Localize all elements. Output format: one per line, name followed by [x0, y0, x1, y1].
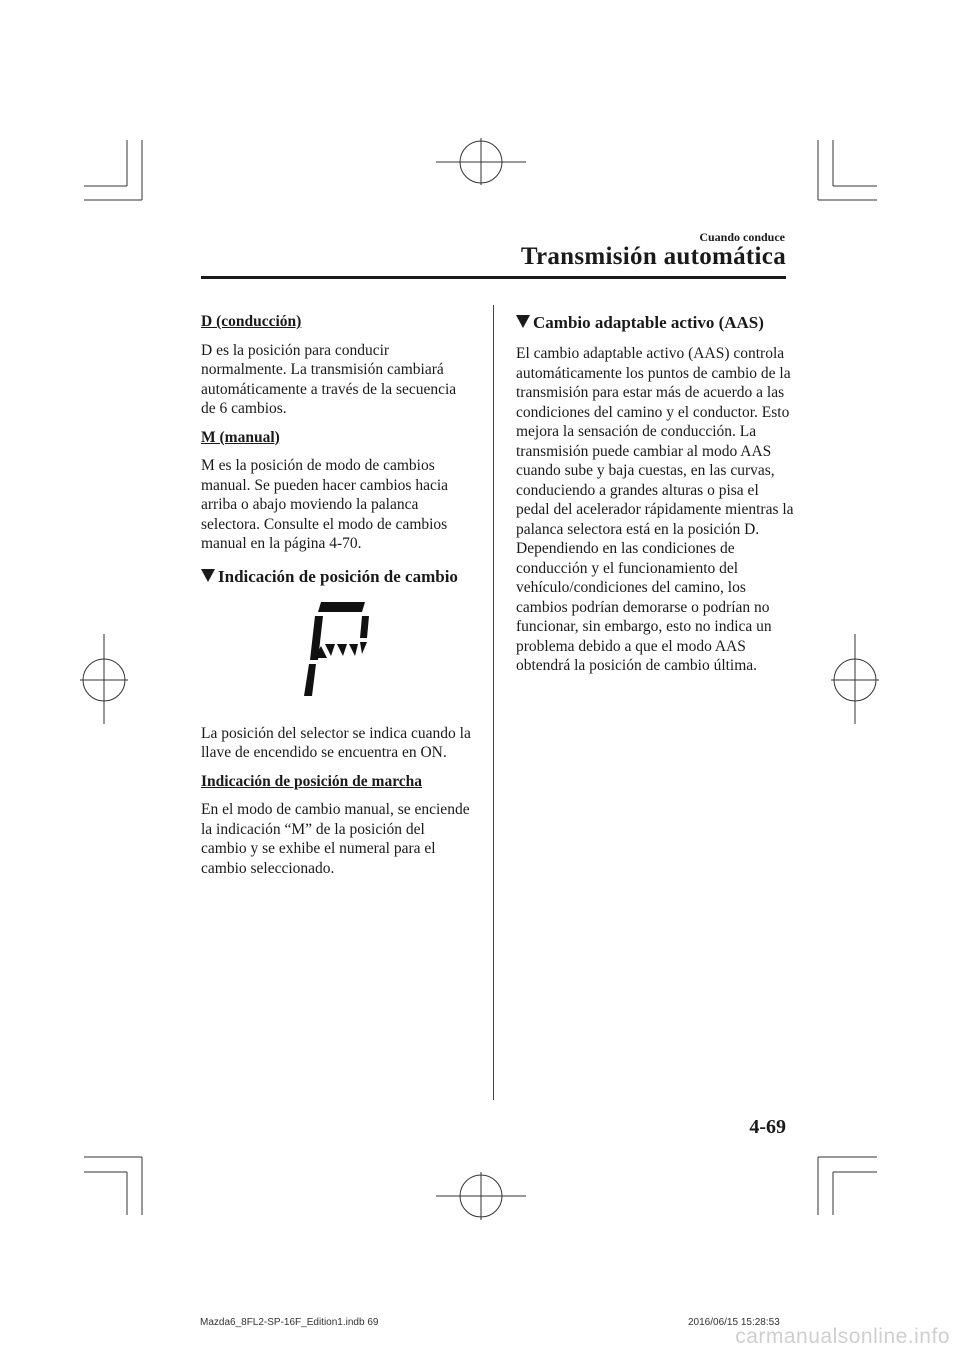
triangle-bullet-icon — [201, 569, 215, 582]
footer-file-info: Mazda6_8FL2-SP-16F_Edition1.indb 69 — [200, 1317, 379, 1328]
header-rule — [201, 276, 786, 279]
column-divider — [493, 305, 494, 1100]
drive-heading: D (conducción) — [201, 313, 302, 330]
aas-heading — [516, 312, 796, 334]
page-title: Transmisión automática — [520, 243, 786, 270]
manual-heading: M (manual) — [201, 428, 280, 446]
segment-p-icon — [301, 598, 381, 714]
shift-indication-heading — [201, 566, 471, 588]
left-column — [201, 312, 471, 887]
shift-indication-heading-text: Indicación de posición de cambio — [218, 566, 458, 586]
triangle-bullet-icon — [516, 315, 530, 328]
watermark: carmanualsonline.info — [735, 1325, 950, 1348]
aas-text: El cambio adaptable activo (AAS) controla automáticamente los puntos de cambio de la transmisión para estar más de acuerdo a las condiciones del camino y el conductor. Esto mejora la sensación de conducción. La transmisión puede cambiar al modo AAS cuando sube y baja cuestas, en las curvas, conduciendo a grandes alturas o pisa el pedal del acelerador rápidamente mientras la palanca selectora está en la posición D. Dependiendo en las condiciones de conducción y el funcionamiento del vehículo/condiciones del camino, los cambios podrían demorarse o podrían no funcionar, sin embargo, esto no indica un problema debido a que el modo AAS obtendrá la posición de cambio última. — [516, 345, 794, 674]
drive-text: D es la posición para conducir normalmente. La transmisión cambiará automáticamente a través de la secuencia de 6 cambios. — [201, 341, 457, 417]
gear-indication-heading: Indicación de posición de marcha — [201, 772, 423, 790]
page-number: 4-69 — [749, 1116, 786, 1138]
gear-indication-text: En el modo de cambio manual, se enciende la indicación “M” de la posición del cambio y se exhibe el numeral para el cambio seleccionado. — [201, 801, 470, 877]
aas-heading-text: Cambio adaptable activo (AAS) — [533, 313, 764, 332]
shift-indication-text: La posición del selector se indica cuando la llave de encendido se encuentra en ON. — [201, 724, 471, 761]
gear-display-figure — [201, 598, 471, 714]
footer-timestamp: 2016/06/15 15:28:53 — [688, 1317, 780, 1328]
manual-text: M es la posición de modo de cambios manual. Se pueden hacer cambios hacia arriba o abajo moviendo la palanca selectora. Consulte el modo de cambios manual en la página 4-70. — [201, 457, 449, 552]
section-label: Cuando conduce — [699, 230, 785, 244]
right-column — [516, 312, 796, 685]
